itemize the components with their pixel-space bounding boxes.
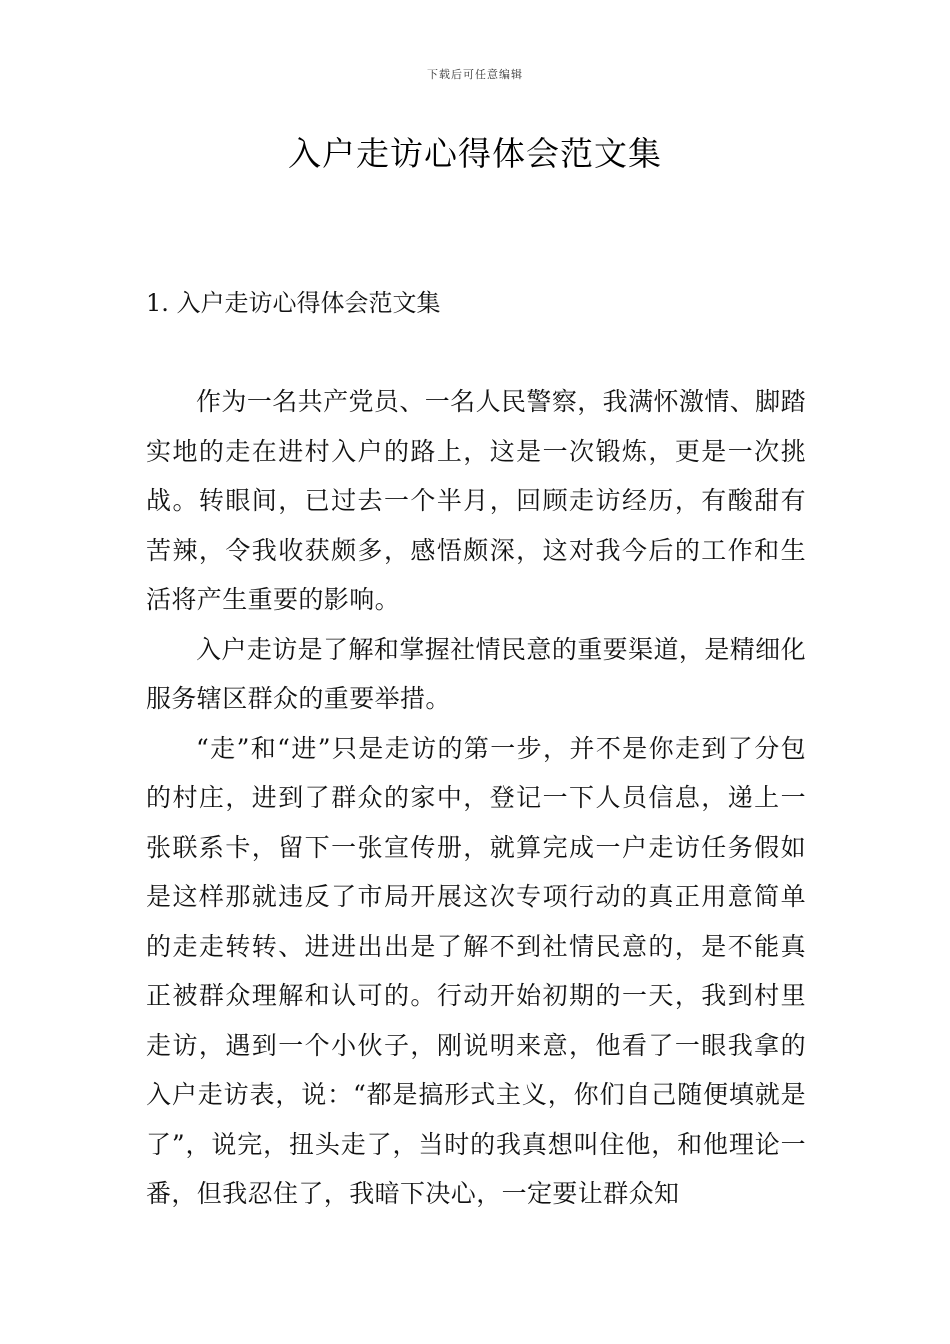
section-heading: 1. 入户走访心得体会范文集	[146, 289, 441, 317]
paragraph: “走”和“进”只是走访的第一步，并不是你走到了分包的村庄，进到了群众的家中，登记一下人员信息，递上一张联系卡，留下一张宣传册，就算完成一户走访任务假如是这样那就违反了市局开展这次专项行动的真正用意简单的走走转转、进进出出是了解不到社情民意的，是不能真正被群众理解和认可的。行动开始初期的一天，我到村里走访，遇到一个小伙子，刚说明来意，他看了一眼我拿的入户走访表，说：“都是搞形式主义，你们自己随便填就是了”，说完，扭头走了，当时的我真想叫住他，和他理论一番，但我忍住了，我暗下决心，一定要让群众知	[146, 733, 806, 1208]
paragraph: 作为一名共产党员、一名人民警察，我满怀激情、脚踏实地的走在进村入户的路上，这是一次锻炼，更是一次挑战。转眼间，已过去一个半月，回顾走访经历，有酸甜有苦辣，令我收获颇多，感悟颇深，这对我今后的工作和生活将产生重要的影响。	[146, 387, 806, 614]
document-body	[146, 377, 806, 1219]
paragraph: 入户走访是了解和掌握社情民意的重要渠道，是精细化服务辖区群众的重要举措。	[146, 634, 806, 713]
document-title: 入户走访心得体会范文集	[288, 134, 662, 173]
page-header-note: 下载后可任意编辑	[427, 68, 523, 81]
